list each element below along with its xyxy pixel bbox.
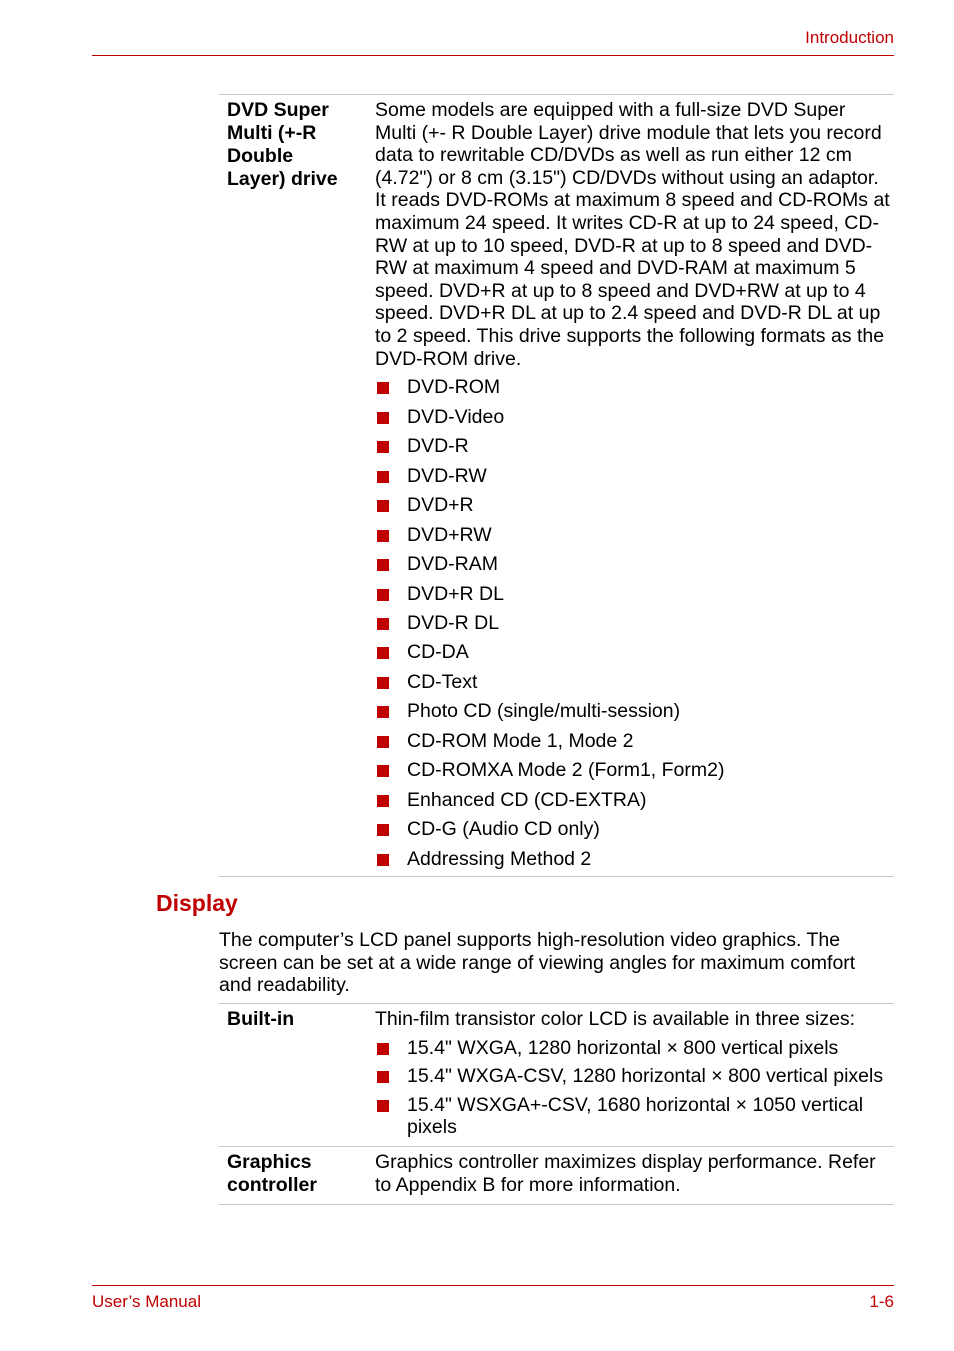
- list-item: [375, 671, 890, 694]
- list-item: [375, 1037, 890, 1060]
- builtin-text: Thin-film transistor color LCD is available in three sizes:: [375, 1008, 856, 1030]
- bullet-square-icon: [377, 854, 389, 866]
- list-item-text: 15.4" WXGA-CSV, 1280 horizontal × 800 vertical pixels: [407, 1065, 884, 1088]
- graphics-row: [219, 1146, 894, 1205]
- header-section-title: Introduction: [805, 28, 894, 47]
- list-item: [375, 524, 890, 547]
- list-item: [375, 1065, 890, 1088]
- bullet-square-icon: [377, 382, 389, 394]
- list-item: [375, 406, 890, 429]
- list-item-text: DVD+R: [407, 494, 474, 517]
- list-item-text: DVD+R DL: [407, 582, 504, 605]
- list-item: [375, 583, 890, 606]
- list-item-text: DVD-Video: [407, 405, 505, 428]
- list-item: [375, 641, 890, 664]
- list-item: [375, 730, 890, 753]
- list-item-text: DVD-ROM: [407, 376, 501, 399]
- bullet-square-icon: [377, 677, 389, 689]
- bullet-square-icon: [377, 471, 389, 483]
- list-item: [375, 553, 890, 576]
- list-item: [375, 818, 890, 841]
- footer-page-number: 1-6: [869, 1292, 894, 1311]
- display-table: [219, 1003, 894, 1205]
- dvd-label-line: Double: [227, 145, 294, 167]
- dvd-drive-row: [219, 94, 894, 877]
- list-item-text: CD-Text: [407, 670, 478, 693]
- dvd-label-line: Multi (+-R: [227, 122, 317, 144]
- bullet-square-icon: [377, 412, 389, 424]
- dvd-drive-body: [375, 99, 894, 870]
- dvd-label-line: DVD Super: [227, 99, 329, 121]
- list-item-text: Enhanced CD (CD-EXTRA): [407, 788, 647, 811]
- list-item-text: CD-ROM Mode 1, Mode 2: [407, 729, 634, 752]
- list-item: [375, 848, 890, 871]
- list-item-text: CD-G (Audio CD only): [407, 818, 600, 841]
- dvd-drive-label: [219, 99, 375, 870]
- bullet-square-icon: [377, 1100, 389, 1112]
- bullet-square-icon: [377, 559, 389, 571]
- builtin-body: [375, 1008, 894, 1139]
- list-item: [375, 465, 890, 488]
- display-heading: Display: [156, 890, 238, 916]
- list-item: [375, 494, 890, 517]
- footer-manual-title: User’s Manual: [92, 1292, 201, 1311]
- list-item-text: DVD-R DL: [407, 612, 500, 634]
- bullet-square-icon: [377, 530, 389, 542]
- graphics-label: [219, 1151, 375, 1197]
- bullet-square-icon: [377, 1043, 389, 1055]
- list-item-text: DVD-RW: [407, 464, 487, 487]
- graphics-label-line: Graphics: [227, 1150, 312, 1173]
- list-item: [375, 612, 890, 635]
- bullet-square-icon: [377, 500, 389, 512]
- list-item-text: Addressing Method 2: [407, 847, 592, 870]
- list-item-text: Photo CD (single/multi-session): [407, 700, 681, 723]
- builtin-row: [219, 1003, 894, 1146]
- list-item-text: 15.4" WXGA, 1280 horizontal × 800 vertical pixels: [407, 1036, 839, 1059]
- bullet-square-icon: [377, 795, 389, 807]
- bullet-square-icon: [377, 824, 389, 836]
- lcd-size-list: [375, 1037, 890, 1139]
- list-item: [375, 1094, 890, 1139]
- bullet-square-icon: [377, 765, 389, 777]
- bullet-square-icon: [377, 1071, 389, 1083]
- list-item-text: CD-DA: [407, 641, 469, 664]
- list-item: [375, 376, 890, 399]
- list-item-text: CD-ROMXA Mode 2 (Form1, Form2): [407, 759, 725, 782]
- list-item-text: DVD-RAM: [407, 553, 498, 576]
- graphics-text: Graphics controller maximizes display performance. Refer to Appendix B for more information.: [375, 1150, 876, 1196]
- builtin-label: Built-in: [227, 1008, 295, 1030]
- dvd-drive-description: Some models are equipped with a full-size DVD Super Multi (+- R Double Layer) drive module that lets you record data to rewritable CD/DVDs as well as run either 12 cm (4.72") or 8 cm (3.15") CD/DVDs without using an adaptor. It reads DVD-ROMs at maximum 8 speed and CD-ROMs at maximum 24 speed. It writes CD-R at up to 24 speed, CD-RW at up to 10 speed, DVD-R at up to 8 speed and DVD-RW at maximum 4 speed and DVD-RAM at maximum 5 speed. DVD+R at up to 8 speed and DVD+RW at up to 4 speed. DVD+R DL at up to 2.4 speed and DVD-R DL at up to 2 speed. This drive supports the following formats as the DVD-ROM drive.: [375, 99, 890, 370]
- header-rule: [92, 55, 894, 56]
- bullet-square-icon: [377, 589, 389, 601]
- list-item: [375, 700, 890, 723]
- bullet-square-icon: [377, 736, 389, 748]
- list-item: [375, 435, 890, 458]
- list-item: [375, 789, 890, 812]
- graphics-label-line: controller: [227, 1173, 317, 1196]
- bullet-square-icon: [377, 618, 389, 630]
- footer-rule: [92, 1285, 894, 1286]
- list-item: [375, 759, 890, 782]
- list-item-text: DVD-R: [407, 435, 469, 458]
- list-item-text: 15.4" WSXGA+-CSV, 1680 horizontal × 1050 vertical pixels: [407, 1093, 864, 1139]
- display-intro: The computer’s LCD panel supports high-resolution video graphics. The screen can be set at a wide range of viewing angles for maximum comfort and readability.: [219, 929, 856, 997]
- list-item-text: DVD+RW: [407, 523, 492, 546]
- dvd-label-line: Layer) drive: [227, 168, 338, 190]
- bullet-square-icon: [377, 441, 389, 453]
- dvd-drive-table: [219, 90, 894, 877]
- bullet-square-icon: [377, 647, 389, 659]
- dvd-format-list: [375, 376, 890, 870]
- bullet-square-icon: [377, 706, 389, 718]
